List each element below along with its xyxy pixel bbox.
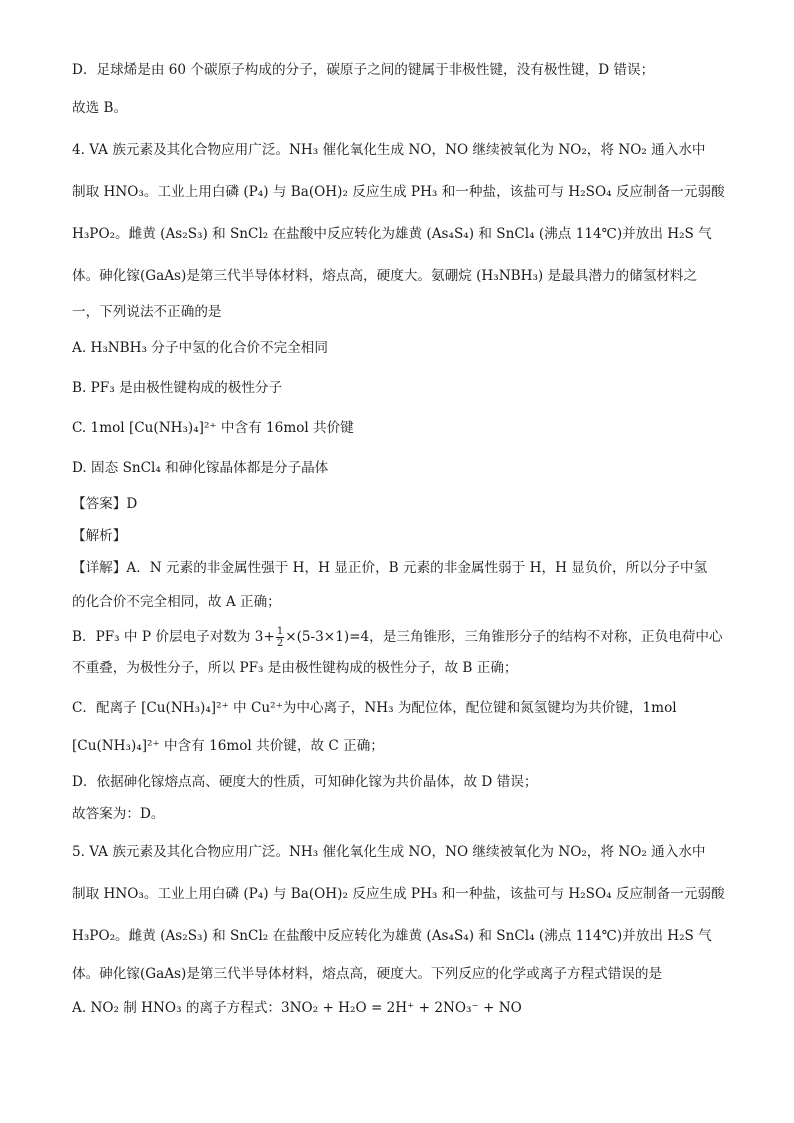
text-line: 一，下列说法不正确的是 (72, 304, 222, 320)
option-a: A. NO₂ 制 HNO₃ 的离子方程式：3NO₂ + H₂O = 2H⁺ + 2NO₃⁻ + NO (72, 1000, 522, 1016)
text-line: 制取 HNO₃。工业上用白磷 (P₄) 与 Ba(OH)₂ 反应生成 PH₃ 和一种盐，该盐可与 H₂SO₄ 反应制备一元弱酸 (72, 184, 725, 200)
text-line: 故选 B。 (72, 100, 128, 116)
explanation-line: 的化合价不完全相同，故 A 正确； (72, 594, 281, 610)
option-a: A. H₃NBH₃ 分子中氢的化合价不完全相同 (72, 340, 328, 356)
explanation-line: D．依据砷化镓熔点高、硬度大的性质，可知砷化镓为共价晶体，故 D 错误； (72, 774, 538, 790)
explanation-line: [Cu(NH₃)₄]²⁺ 中含有 16mol 共价键，故 C 正确； (72, 738, 384, 754)
text-line: 制取 HNO₃。工业上用白磷 (P₄) 与 Ba(OH)₂ 反应生成 PH₃ 和一种盐，该盐可与 H₂SO₄ 反应制备一元弱酸 (72, 886, 725, 902)
fraction-suffix: ×(5-3×1)=4，是三角锥形，三角锥形分子的结构不对称，正负电荷中心 (285, 629, 723, 645)
text-line: D．足球烯是由 60 个碳原子构成的分子，碳原子之间的键属于非极性键，没有极性键，D 错误； (72, 62, 655, 78)
text-line: 体。砷化镓(GaAs)是第三代半导体材料，熔点高，硬度大。下列反应的化学或离子方程式错误的是 (72, 966, 663, 982)
option-b: B. PF₃ 是由极性键构成的极性分子 (72, 380, 283, 396)
question-5-line: 5. VA 族元素及其化合物应用广泛。NH₃ 催化氧化生成 NO，NO 继续被氧化为 NO₂，将 NO₂ 通入水中 (72, 844, 706, 860)
explanation-line: 【详解】A．N 元素的非金属性强于 H，H 显正价，B 元素的非金属性弱于 H，H 显负价，所以分子中氢 (72, 560, 708, 576)
text-line: H₃PO₂。雌黄 (As₂S₃) 和 SnCl₂ 在盐酸中反应转化为雄黄 (As₄S₄) 和 SnCl₄ (沸点 114℃)并放出 H₂S 气 (72, 928, 712, 944)
analysis-label: 【解析】 (72, 528, 127, 544)
fraction-line (72, 626, 723, 648)
fraction-prefix: B．PF₃ 中 P 价层电子对数为 3+ (72, 629, 275, 645)
fraction (276, 626, 284, 649)
answer-label: 【答案】D (72, 496, 138, 512)
text-line: H₃PO₂。雌黄 (As₂S₃) 和 SnCl₂ 在盐酸中反应转化为雄黄 (As₄S₄) 和 SnCl₄ (沸点 114℃)并放出 H₂S 气 (72, 226, 712, 242)
explanation-line: 不重叠，为极性分子，所以 PF₃ 是由极性键构成的极性分子，故 B 正确； (72, 660, 518, 676)
option-d: D. 固态 SnCl₄ 和砷化镓晶体都是分子晶体 (72, 460, 329, 476)
option-c: C. 1mol [Cu(NH₃)₄]²⁺ 中含有 16mol 共价键 (72, 420, 354, 436)
text-line: 体。砷化镓(GaAs)是第三代半导体材料，熔点高，硬度大。氨硼烷 (H₃NBH₃) 是最具潜力的储氢材料之 (72, 268, 698, 284)
fraction-denominator: 2 (276, 638, 284, 649)
question-4-line: 4. VA 族元素及其化合物应用广泛。NH₃ 催化氧化生成 NO，NO 继续被氧化为 NO₂，将 NO₂ 通入水中 (72, 142, 706, 158)
explanation-line: C．配离子 [Cu(NH₃)₄]²⁺ 中 Cu²⁺为中心离子，NH₃ 为配位体，配位键和氮氢键均为共价键，1mol (72, 700, 677, 716)
final-answer: 故答案为：D。 (72, 806, 165, 822)
fraction-numerator: 1 (276, 626, 284, 637)
